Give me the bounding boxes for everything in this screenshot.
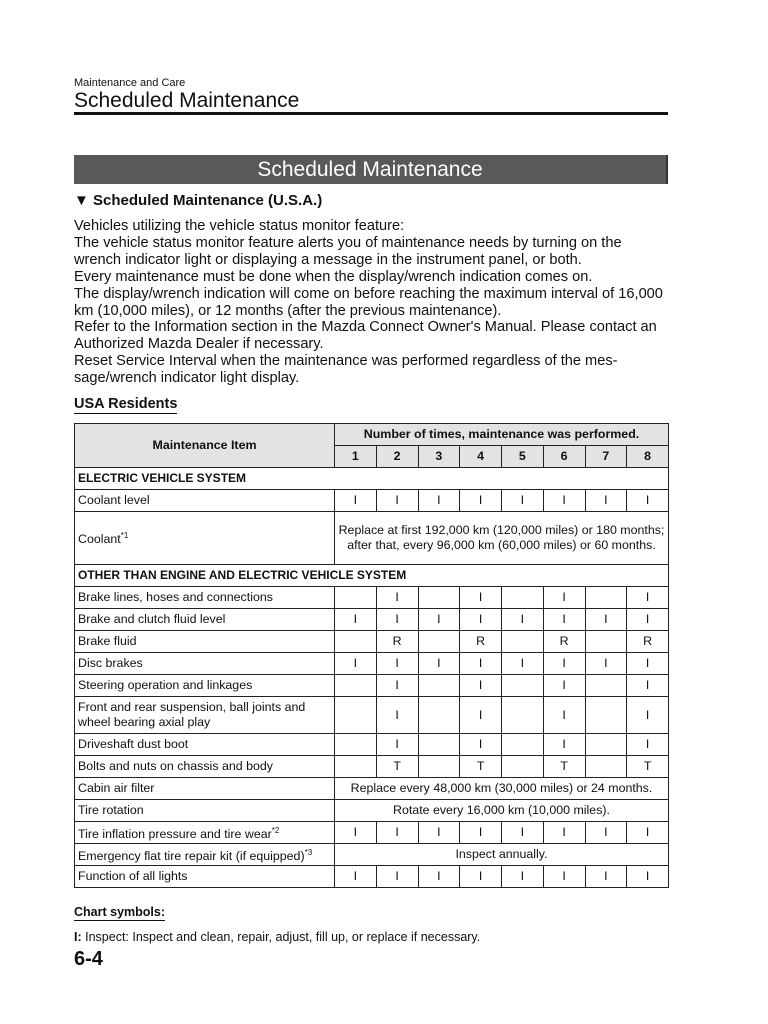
schedule-cell <box>418 697 460 734</box>
schedule-cell <box>502 697 544 734</box>
table-row <box>75 800 669 822</box>
schedule-cell: I <box>543 653 585 675</box>
schedule-cell <box>502 734 544 756</box>
item-note: Inspect annually. <box>335 844 669 866</box>
schedule-cell: I <box>585 653 627 675</box>
item-label: Tire inflation pressure and tire wear <box>78 827 272 842</box>
schedule-cell: I <box>376 609 418 631</box>
item-name <box>75 631 335 653</box>
schedule-cell: I <box>627 675 669 697</box>
schedule-cell: I <box>543 609 585 631</box>
schedule-cell <box>335 756 377 778</box>
schedule-cell: I <box>543 822 585 844</box>
count-8: 8 <box>627 446 669 468</box>
legend-symbol: I: <box>74 930 82 944</box>
schedule-cell: I <box>627 609 669 631</box>
schedule-cell: I <box>418 490 460 512</box>
paragraph: Reset Service Interval when the maintenance was performed regardless of the mes-sage/wrench indicator light display. <box>74 353 618 387</box>
table-row <box>75 490 669 512</box>
paragraph: Vehicles utilizing the vehicle status monitor feature: <box>74 218 405 234</box>
table-row <box>75 866 669 888</box>
schedule-cell <box>502 587 544 609</box>
count-5: 5 <box>502 446 544 468</box>
schedule-cell: I <box>627 490 669 512</box>
schedule-cell: I <box>585 822 627 844</box>
schedule-cell <box>502 675 544 697</box>
schedule-cell <box>335 734 377 756</box>
schedule-cell: I <box>376 675 418 697</box>
schedule-cell: I <box>335 822 377 844</box>
schedule-cell: I <box>460 734 502 756</box>
table-row <box>75 756 669 778</box>
item-name <box>75 697 335 734</box>
schedule-cell <box>585 631 627 653</box>
schedule-cell: I <box>543 490 585 512</box>
schedule-cell: T <box>543 756 585 778</box>
subsection-heading: ▼ Scheduled Maintenance (U.S.A.) <box>74 192 323 209</box>
schedule-cell <box>585 697 627 734</box>
item-name <box>75 587 335 609</box>
item-name <box>75 675 335 697</box>
count-header: Number of times, maintenance was performed. <box>335 424 669 446</box>
schedule-cell: I <box>335 609 377 631</box>
schedule-cell <box>335 587 377 609</box>
schedule-cell: I <box>418 866 460 888</box>
table-row <box>75 587 669 609</box>
count-1: 1 <box>335 446 377 468</box>
item-label: Bolts and nuts on chassis and body <box>78 759 273 773</box>
usa-residents-heading: USA Residents <box>74 396 178 412</box>
item-label: Function of all lights <box>78 869 188 883</box>
page-title: Scheduled Maintenance <box>74 89 300 112</box>
schedule-cell <box>585 734 627 756</box>
schedule-cell: I <box>543 734 585 756</box>
schedule-cell: I <box>502 653 544 675</box>
schedule-cell: I <box>460 866 502 888</box>
schedule-cell <box>335 697 377 734</box>
schedule-cell <box>585 587 627 609</box>
count-3: 3 <box>418 446 460 468</box>
section-name: Maintenance and Care <box>74 77 186 89</box>
schedule-cell: I <box>376 587 418 609</box>
table-row <box>75 631 669 653</box>
schedule-cell: I <box>543 587 585 609</box>
count-2: 2 <box>376 446 418 468</box>
paragraph: The vehicle status monitor feature alerts you of maintenance needs by turning on the wrench indicator light or displaying a message in the instrument panel, or both. <box>74 234 622 268</box>
schedule-cell: R <box>627 631 669 653</box>
footnote-ref: *1 <box>120 531 129 541</box>
item-label: Brake fluid <box>78 634 137 648</box>
schedule-cell <box>335 675 377 697</box>
section-row <box>75 468 669 490</box>
item-name <box>75 866 335 888</box>
item-label: Brake lines, hoses and connections <box>78 590 273 604</box>
schedule-cell: R <box>460 631 502 653</box>
paragraph: Every maintenance must be done when the display/wrench indication comes on. <box>74 268 593 285</box>
schedule-cell: I <box>460 822 502 844</box>
schedule-cell: I <box>460 675 502 697</box>
page-header <box>74 77 668 113</box>
count-4: 4 <box>460 446 502 468</box>
item-label: Coolant <box>78 532 121 547</box>
schedule-cell <box>502 756 544 778</box>
schedule-cell: I <box>627 822 669 844</box>
item-label: Tire rotation <box>78 803 144 817</box>
item-label: Front and rear suspension, ball joints and wheel bearing axial play <box>78 700 306 729</box>
schedule-cell: T <box>376 756 418 778</box>
legend-text: Inspect: Inspect and clean, repair, adjust, fill up, or replace if necessary. <box>81 930 481 944</box>
schedule-cell: I <box>418 609 460 631</box>
section-electric-vehicle: ELECTRIC VEHICLE SYSTEM <box>75 468 669 490</box>
table-row <box>75 512 669 565</box>
schedule-cell: I <box>585 490 627 512</box>
item-name <box>75 512 335 565</box>
item-label: Brake and clutch fluid level <box>78 612 226 626</box>
schedule-cell: T <box>627 756 669 778</box>
item-name <box>75 778 335 800</box>
schedule-cell: I <box>460 697 502 734</box>
item-note: Replace at first 192,000 km (120,000 miles) or 180 months; after that, every 96,000 km (60,000 miles) or 60 months. <box>335 512 669 565</box>
schedule-cell <box>418 675 460 697</box>
schedule-cell: I <box>585 609 627 631</box>
item-name <box>75 734 335 756</box>
schedule-cell: I <box>418 653 460 675</box>
maintenance-table <box>74 423 669 888</box>
item-name <box>75 756 335 778</box>
schedule-cell: I <box>335 653 377 675</box>
item-label: Driveshaft dust boot <box>78 737 189 751</box>
schedule-cell: I <box>502 822 544 844</box>
count-6: 6 <box>543 446 585 468</box>
schedule-cell: I <box>627 866 669 888</box>
item-label: Steering operation and linkages <box>78 678 253 692</box>
schedule-cell <box>418 587 460 609</box>
item-note: Rotate every 16,000 km (10,000 miles). <box>335 800 669 822</box>
item-label: Cabin air filter <box>78 781 155 795</box>
schedule-cell <box>418 756 460 778</box>
table-row <box>75 675 669 697</box>
schedule-cell: T <box>460 756 502 778</box>
legend <box>74 930 480 944</box>
schedule-cell: I <box>502 609 544 631</box>
intro-text <box>74 218 670 387</box>
item-name <box>75 609 335 631</box>
table-row <box>75 734 669 756</box>
schedule-cell <box>418 631 460 653</box>
item-note: Replace every 48,000 km (30,000 miles) or 24 months. <box>335 778 669 800</box>
section-other-systems: OTHER THAN ENGINE AND ELECTRIC VEHICLE SYSTEM <box>75 565 669 587</box>
schedule-cell <box>585 675 627 697</box>
schedule-cell <box>585 756 627 778</box>
schedule-cell: I <box>460 609 502 631</box>
item-name <box>75 653 335 675</box>
table-row <box>75 697 669 734</box>
table-row <box>75 778 669 800</box>
schedule-cell: I <box>376 866 418 888</box>
chart-symbols-heading: Chart symbols: <box>74 905 165 919</box>
section-banner: Scheduled Maintenance <box>74 155 668 184</box>
schedule-cell: I <box>460 587 502 609</box>
item-label: Emergency flat tire repair kit (if equipped) <box>78 849 305 864</box>
schedule-cell: I <box>460 653 502 675</box>
schedule-cell <box>335 631 377 653</box>
header-divider <box>74 112 668 115</box>
schedule-cell <box>418 734 460 756</box>
maintenance-item-header: Maintenance Item <box>75 424 335 468</box>
paragraph: Refer to the Information section in the Mazda Connect Owner's Manual. Please contact an Authorized Mazda Dealer if necessary. <box>74 319 657 353</box>
schedule-cell: I <box>627 587 669 609</box>
section-row <box>75 565 669 587</box>
schedule-cell: I <box>376 822 418 844</box>
schedule-cell: I <box>502 490 544 512</box>
schedule-cell: I <box>585 866 627 888</box>
schedule-cell: I <box>543 697 585 734</box>
item-label: Disc brakes <box>78 656 143 670</box>
footnote-ref: *2 <box>271 825 280 835</box>
schedule-cell: I <box>502 866 544 888</box>
schedule-cell: R <box>543 631 585 653</box>
schedule-cell: I <box>376 490 418 512</box>
schedule-cell: R <box>376 631 418 653</box>
paragraph: The display/wrench indication will come on before reaching the maximum interval of 16,000 km (10,000 miles), or 12 months (after the previous maintenance). <box>74 285 663 319</box>
schedule-cell: I <box>627 734 669 756</box>
schedule-cell: I <box>376 734 418 756</box>
table-row <box>75 609 669 631</box>
schedule-cell: I <box>376 653 418 675</box>
schedule-cell: I <box>543 866 585 888</box>
footnote-ref: *3 <box>304 847 313 857</box>
schedule-cell <box>502 631 544 653</box>
page-number: 6-4 <box>74 948 103 970</box>
item-name <box>75 844 335 866</box>
item-name <box>75 822 335 844</box>
item-name <box>75 800 335 822</box>
table-header-row <box>75 424 669 446</box>
schedule-cell: I <box>627 653 669 675</box>
schedule-cell: I <box>460 490 502 512</box>
schedule-cell: I <box>543 675 585 697</box>
count-7: 7 <box>585 446 627 468</box>
table-row <box>75 822 669 844</box>
schedule-cell: I <box>418 822 460 844</box>
schedule-cell: I <box>376 697 418 734</box>
schedule-cell: I <box>627 697 669 734</box>
item-name: Coolant level <box>75 490 335 512</box>
table-row <box>75 653 669 675</box>
schedule-cell: I <box>335 490 377 512</box>
table-row <box>75 844 669 866</box>
schedule-cell: I <box>335 866 377 888</box>
